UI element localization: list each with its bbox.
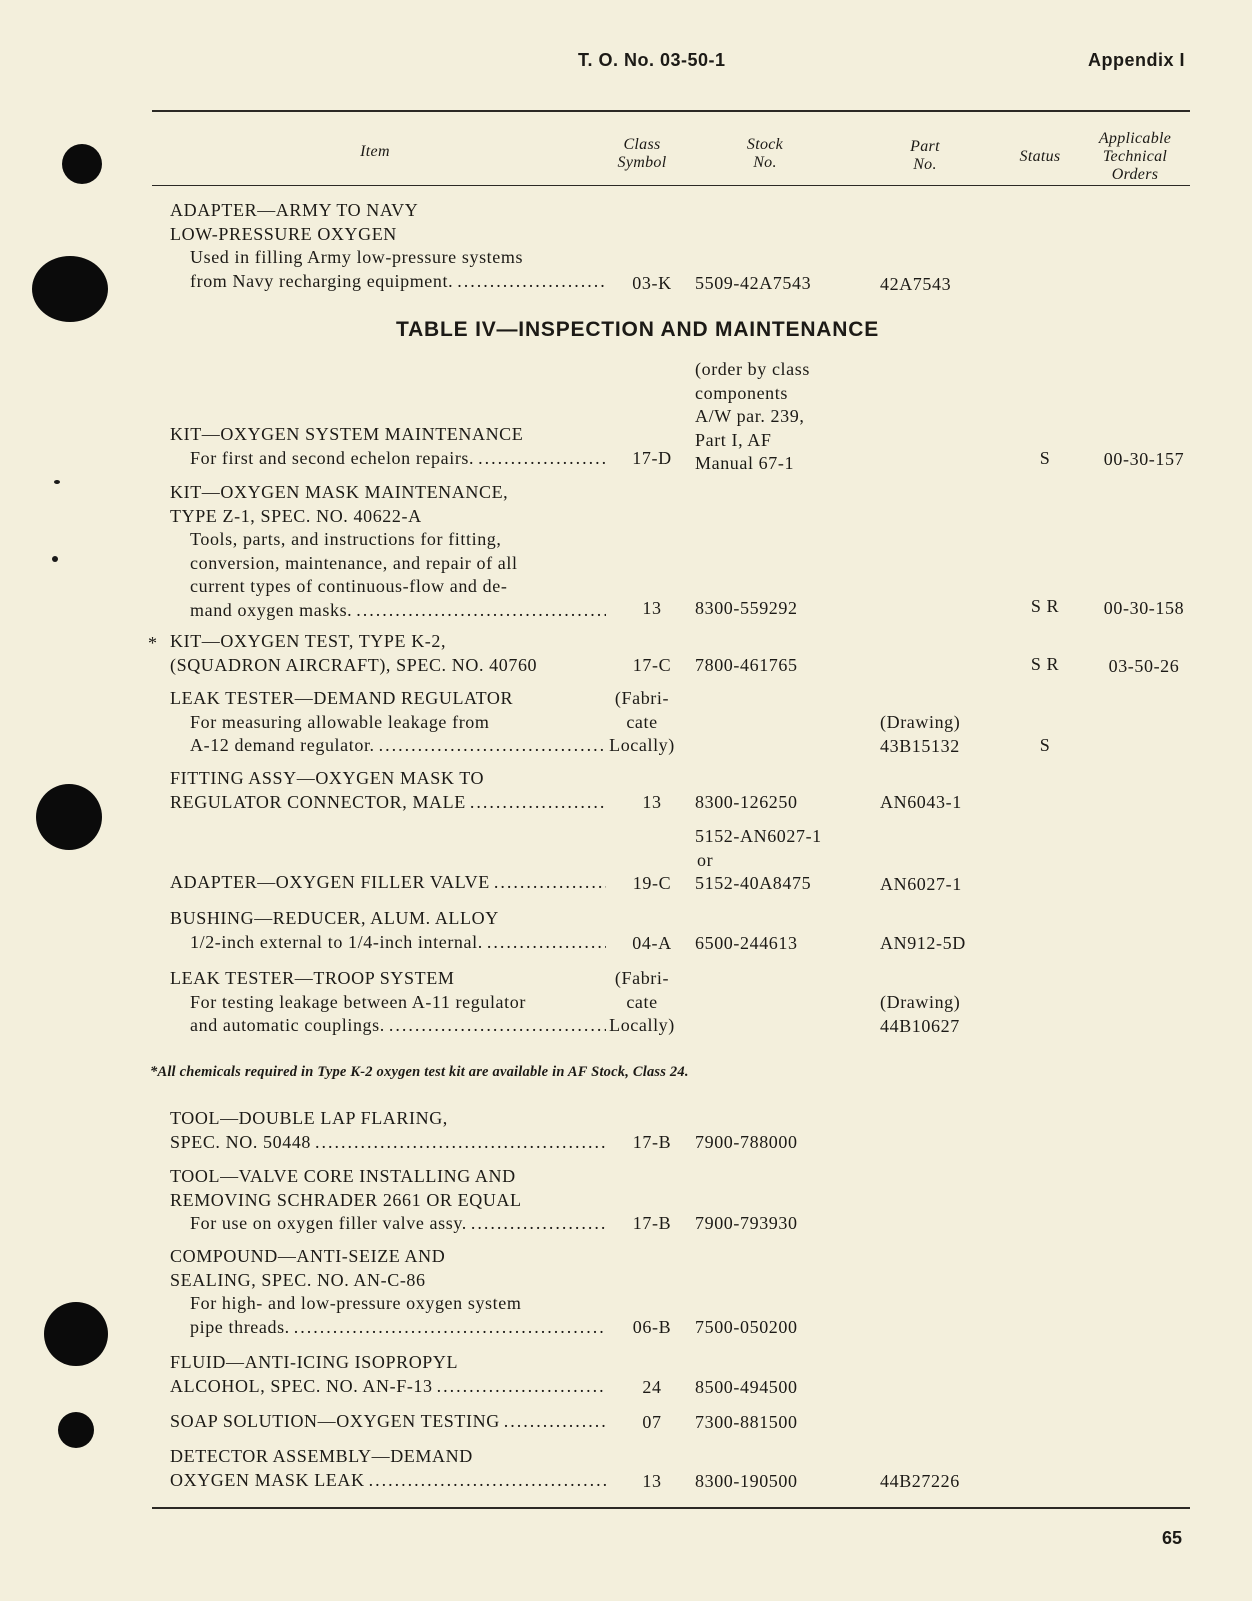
table-row: LEAK TESTER—DEMAND REGULATOR For measuring allowable leakage from A-12 demand regulator. ..... [170,687,606,758]
punch-hole [58,1412,94,1448]
class-symbol: (Fabri- cate Locally) [609,968,675,1035]
stock-number: 7300-881500 [695,1412,798,1432]
class-symbol: 13 [642,1471,662,1491]
column-header-status: Status [1019,148,1061,165]
table-row: ADAPTER—OXYGEN FILLER VALVE ..... [170,871,606,895]
punch-hole [32,256,108,322]
table-row: SOAP SOLUTION—OXYGEN TESTING ..... [170,1410,606,1434]
part-number: AN912-5D [880,933,966,953]
class-symbol: 19-C [632,873,672,893]
stock-number: (order by class components A/W par. 239, Part I, AF Manual 67-1 [695,359,810,473]
column-header-class: Class Symbol [617,136,667,171]
stock-number: 5152-AN6027-1 or 5152-40A8475 [695,826,822,893]
table-row: KIT—OXYGEN MASK MAINTENANCE, TYPE Z-1, SPEC. NO. 40622-A Tools, parts, and instructions for fitting, conversion, maintenance, and repair of all current types of continuous-flow and de- mand oxygen masks. ..... [170,481,606,622]
column-header-stock: Stock No. [746,136,784,171]
stock-number: 7500-050200 [695,1317,798,1337]
class-symbol: 06-B [632,1317,672,1337]
bottom-rule [152,1507,1190,1509]
status: S [1039,735,1051,755]
top-rule [152,110,1190,112]
class-symbol: 04-A [632,933,672,953]
table-row: TOOL—DOUBLE LAP FLARING, SPEC. NO. 50448 ..... [170,1107,606,1154]
table-row: FLUID—ANTI-ICING ISOPROPYL ALCOHOL, SPEC. NO. AN-F-13 ..... [170,1351,606,1398]
column-header-item: Item [360,143,390,160]
punch-hole [44,1302,108,1366]
table-row: ADAPTER—ARMY TO NAVY LOW-PRESSURE OXYGEN Used in filling Army low-pressure systems from Navy recharging equipment. ..... [170,199,606,293]
technical-order: 00-30-157 [1103,449,1185,469]
table-row: COMPOUND—ANTI-SEIZE AND SEALING, SPEC. NO. AN-C-86 For high- and low-pressure oxygen system pipe threads. ..... [170,1245,606,1339]
class-symbol: 17-D [632,448,672,468]
stock-number: 8500-494500 [695,1377,798,1397]
stock-number: 7900-788000 [695,1132,798,1152]
technical-order: 03-50-26 [1108,656,1180,676]
technical-order: 00-30-158 [1103,598,1185,618]
stock-number: 8300-126250 [695,792,798,812]
part-number: 44B27226 [880,1471,960,1491]
table-row: BUSHING—REDUCER, ALUM. ALLOY 1/2-inch external to 1/4-inch internal. ..... [170,907,606,954]
punch-hole [36,784,102,850]
binder-mark [54,480,60,484]
stock-number: 8300-190500 [695,1471,798,1491]
table-row: KIT—OXYGEN TEST, TYPE K-2, (SQUADRON AIRCRAFT), SPEC. NO. 40760 [170,631,538,675]
stock-number: 7800-461765 [695,655,798,675]
part-number: AN6043-1 [880,792,962,812]
table-title: TABLE IV—INSPECTION AND MAINTENANCE [396,318,880,341]
status: S [1039,448,1051,468]
class-symbol: 07 [642,1412,662,1432]
class-symbol: 24 [642,1377,662,1397]
to-number: T. O. No. 03-50-1 [578,50,726,70]
class-symbol: 13 [642,792,662,812]
part-number: 42A7543 [880,274,952,294]
part-number: (Drawing) 43B15132 [880,712,961,756]
part-number: (Drawing) 44B10627 [880,992,961,1036]
stock-number: 8300-559292 [695,598,798,618]
header-rule [152,185,1190,186]
stock-number: 7900-793930 [695,1213,798,1233]
stock-number: 6500-244613 [695,933,798,953]
part-number: AN6027-1 [880,874,962,894]
footnote-marker: * [148,633,157,653]
class-symbol: 17-B [632,1213,672,1233]
status: S R [1030,596,1060,616]
class-symbol: 03-K [632,273,672,293]
column-header-part: Part No. [910,138,940,173]
class-symbol: 17-C [632,655,672,675]
class-symbol: 17-B [632,1132,672,1152]
appendix-label: Appendix I [1088,50,1186,70]
footnote: *All chemicals required in Type K-2 oxygen test kit are available in AF Stock, Class 24. [150,1064,689,1080]
table-row: TOOL—VALVE CORE INSTALLING AND REMOVING SCHRADER 2661 OR EQUAL For use on oxygen filler valve assy. ..... [170,1165,606,1236]
punch-hole [62,144,102,184]
page-number: 65 [1162,1528,1183,1548]
stock-number: 5509-42A7543 [695,273,812,293]
status: S R [1030,654,1060,674]
class-symbol: (Fabri- cate Locally) [609,688,675,755]
column-header-technical-orders: Applicable Technical Orders [1098,130,1172,183]
table-row: DETECTOR ASSEMBLY—DEMAND OXYGEN MASK LEAK ..... [170,1445,606,1492]
binder-mark [52,556,58,562]
class-symbol: 13 [642,598,662,618]
table-row: FITTING ASSY—OXYGEN MASK TO REGULATOR CONNECTOR, MALE ..... [170,767,606,814]
table-row: KIT—OXYGEN SYSTEM MAINTENANCE For first and second echelon repairs. ..... [170,423,606,470]
table-row: LEAK TESTER—TROOP SYSTEM For testing leakage between A-11 regulator and automatic couplings. ..... [170,967,606,1038]
